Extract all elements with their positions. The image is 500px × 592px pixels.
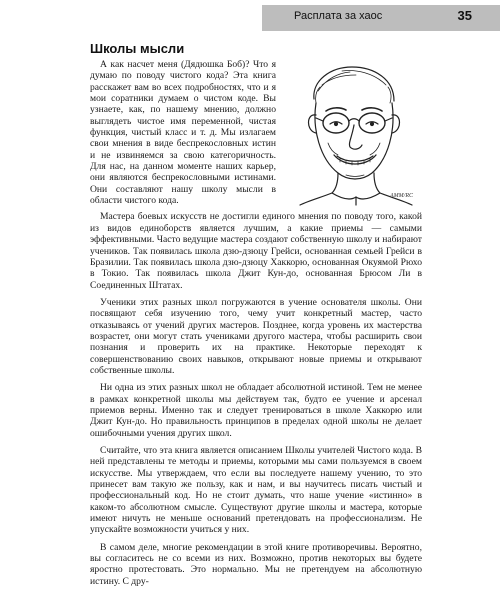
- running-header: [262, 5, 500, 31]
- caricature-drawing: [282, 59, 422, 207]
- paragraph: Мастера боевых искусств не достигли единого мнения по поводу того, какой из видов единоборств является лучшим, а какие приемы — самыми эффективными. Часто ведущие мастера создают собственную школу и набирают учеников. Так появилась школа дзю-дзюцу Грейси, основанная семьей Грейси в Бразилии. Так появилась школа дзю-дзюцу Хаккорю, основанная Окуямой Рюхо в Токио. Так появилась школа Джит Кун-до, основанная Брюсом Ли в Соединенных Штатах.: [90, 211, 422, 291]
- paragraph: Считайте, что эта книга является описанием Школы учителей Чистого кода. В ней представлены те методы и приемы, которыми мы сами пользуемся в своем искусстве. Мы утверждаем, что если вы последуете нашему учению, то это принесет вам такую же пользу, как и нам, и вы научитесь писать чистый и профессиональный код. Но не стоит думать, что наше учение «истинно» в каком-то абсолютном смысле. Существуют другие школы и мастера, которые имеют ничуть не меньше оснований претендовать на профессионализм. Не упускайте возможности учиться у них.: [90, 445, 422, 536]
- page-number: 35: [457, 8, 472, 23]
- section-heading: Школы мысли: [90, 41, 185, 56]
- chapter-title: Расплата за хаос: [294, 10, 383, 22]
- paragraph: Ни одна из этих разных школ не обладает абсолютной истиной. Тем не менее в рамках конкретной школы мы действуем так, будто ее учение и арсенал приемов верны. Именно так и следует тренироваться в школе Хаккорю или Джит Кун-до. Но правильность принципов в пределах одной школы не делает ошибочными учения других школ.: [90, 382, 422, 439]
- paragraph: А как насчет меня (Дядюшка Боб)? Что я думаю по поводу чистого кода? Эта книга расскажет вам во всех подробностях, что и я мои соратники думаем о чистом коде. Вы узнаете, как, по нашему мнению, должно выглядеть чистое имя переменной, чистая функция, чистый класс и т. д. Мы излагаем свои мнения в виде беспрекословных истин и не извиняемся за свою категоричность. Для нас, на данном моменте наших карьер, они являются беспрекословными истинами. Они составляют нашу школу мысли в области чистого кода.: [90, 59, 276, 207]
- uncle-bob-illustration: [282, 59, 422, 207]
- artist-signature: AMM/RC: [390, 193, 413, 199]
- paragraph: В самом деле, многие рекомендации в этой книге противоречивы. Вероятно, вы согласитесь не со всеми из них. Возможно, против некоторых вы будете яростно протестовать. Это нормально. Мы не претендуем на абсолютную истину. С дру-: [90, 541, 422, 587]
- paragraph: Ученики этих разных школ погружаются в учение основателя школы. Они посвящают себя изучению того, чему учит конкретный мастер, часто отказываясь от учений других мастеров. Позднее, когда уровень их мастерства возрастет, они могут стать учениками другого мастера, чтобы расширить свои познания и проверить их на практике. Некоторые переходят к совершенствованию своих навыков, открывают новые приемы и открывают собственные школы.: [90, 296, 422, 376]
- body-text: [90, 59, 422, 592]
